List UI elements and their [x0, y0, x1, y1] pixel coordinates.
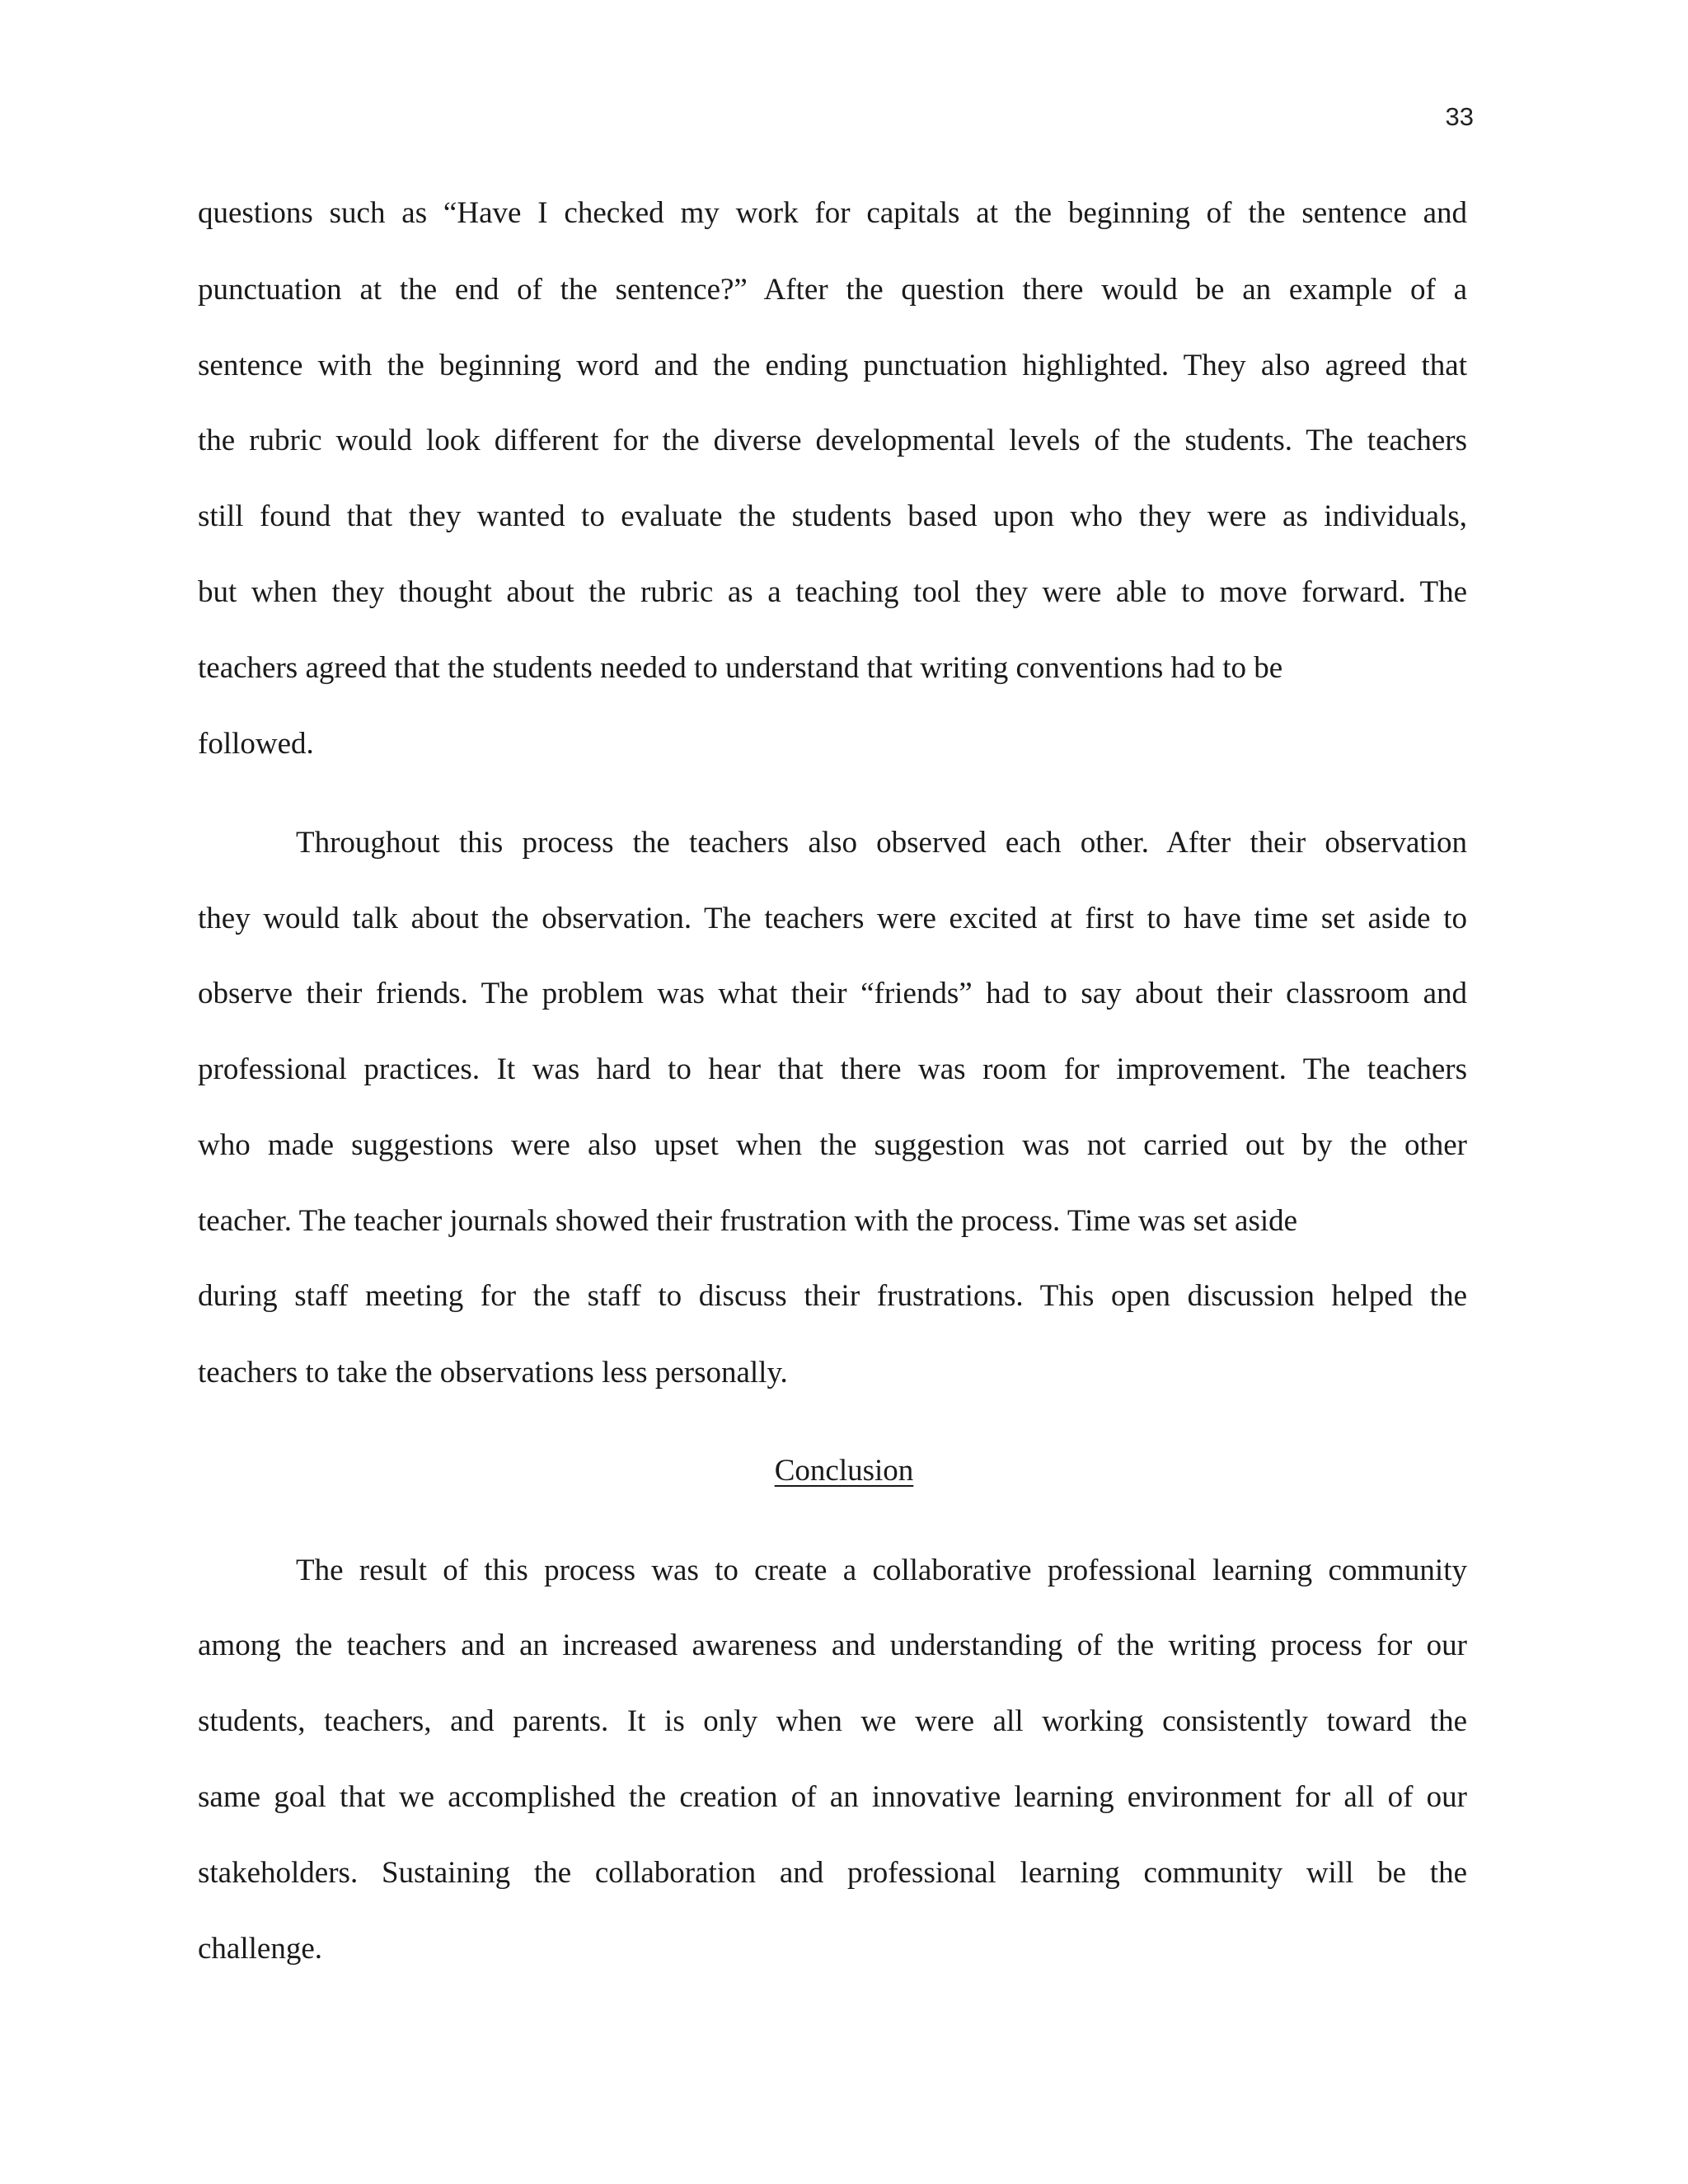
section-heading-text: Conclusion [774, 1454, 914, 1488]
section-heading-conclusion [0, 1455, 1688, 1486]
text-line: same goal that we accomplished the creation of an innovative learning environment for all of our [198, 1780, 1467, 1814]
text-line: among the teachers and an increased awareness and understanding of the writing process for our [198, 1629, 1467, 1662]
text-line: but when they thought about the rubric as a teaching tool they were able to move forward. The [198, 575, 1467, 609]
text-line: the rubric would look different for the diverse developmental levels of the students. The teachers [198, 424, 1467, 457]
text-line: challenge. [198, 1932, 322, 1966]
text-line: punctuation at the end of the sentence?” After the question there would be an example of a [198, 273, 1467, 307]
text-line: still found that they wanted to evaluate the students based upon who they were as individuals, [198, 499, 1467, 533]
text-line: during staff meeting for the staff to discuss their frustrations. This open discussion helped the [198, 1279, 1467, 1313]
text-line: teacher. The teacher journals showed their frustration with the process. Time was set aside [198, 1204, 1298, 1238]
text-line: who made suggestions were also upset when the suggestion was not carried out by the other [198, 1128, 1467, 1162]
text-line: observe their friends. The problem was what their “friends” had to say about their classroom and [198, 977, 1467, 1010]
text-line: teachers agreed that the students needed to understand that writing conventions had to be [198, 651, 1283, 685]
text-line: professional practices. It was hard to hear that there was room for improvement. The teachers [198, 1052, 1467, 1086]
text-line: followed. [198, 727, 314, 761]
text-line: The result of this process was to create a collaborative professional learning community [296, 1554, 1467, 1587]
text-line: they would talk about the observation. The teachers were excited at first to have time set aside to [198, 902, 1467, 935]
text-line: stakeholders. Sustaining the collaboration and professional learning community will be the [198, 1856, 1467, 1890]
text-line: teachers to take the observations less personally. [198, 1356, 788, 1390]
text-line: questions such as “Have I checked my work for capitals at the beginning of the sentence and [198, 196, 1467, 230]
text-line: Throughout this process the teachers also observed each other. After their observation [296, 826, 1467, 860]
text-line: students, teachers, and parents. It is only when we were all working consistently toward the [198, 1704, 1467, 1738]
text-line: sentence with the beginning word and the ending punctuation highlighted. They also agreed that [198, 349, 1467, 382]
page-number: 33 [1445, 102, 1474, 131]
